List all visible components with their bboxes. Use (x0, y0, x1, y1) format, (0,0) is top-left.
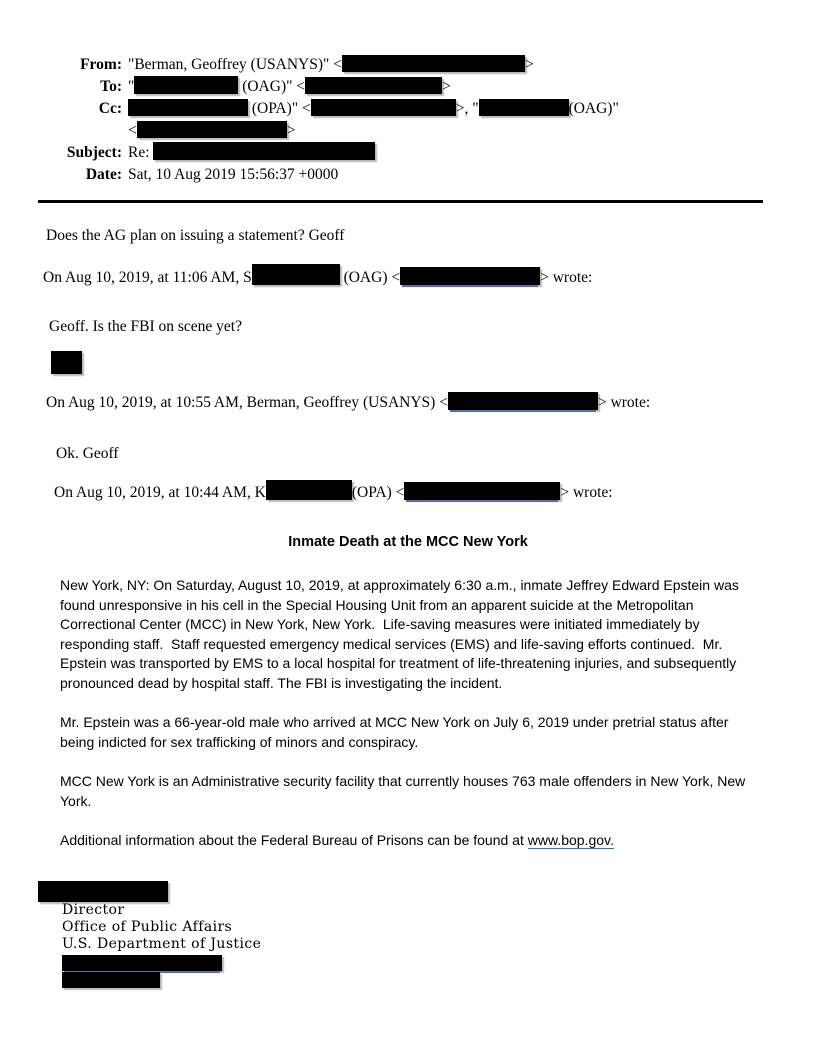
redaction-signature-email (62, 972, 160, 988)
header-row-date (38, 164, 778, 186)
press-release-paragraph-1: New York, NY: On Saturday, August 10, 2019, at approximately 6:30 a.m., inmate Jeffrey Edward Epstein was found unresponsive in his cell in the Special Housing Unit from an apparent suicide at the Metropolitan Correctional Center (MCC) in New York, New York. Life-saving measures were initiated immediately by responding staff. Staff requested emergency medical services (EMS) and life-saving efforts continued. Mr. Epstein was transported by EMS to a local hospital for treatment of life-threatening injuries, and subsequently pronounced dead by hospital staff. The FBI is investigating the incident. (60, 577, 743, 691)
bop-info-text: Additional information about the Federal Bureau of Prisons can be found at (60, 832, 528, 848)
redaction-cc-email-2 (137, 121, 287, 138)
to-value (128, 76, 451, 98)
subject-label: Subject: (66, 144, 122, 161)
press-release-paragraph-2: Mr. Epstein was a 66-year-old male who arrived at MCC New York on July 6, 2019 under pretrial status after being indicted for sex trafficking of minors and conspiracy. (60, 714, 733, 750)
quote1-org-text: (OAG) < (339, 269, 401, 286)
from-value (128, 54, 534, 76)
header-row-cc (38, 98, 778, 142)
press-release-title: Inmate Death at the MCC New York (288, 534, 528, 550)
cc-org-text-2: (OAG)" (568, 100, 619, 117)
redaction-quote1-email (400, 267, 540, 285)
quote-attribution-2 (38, 392, 778, 413)
redaction-quote1-name (252, 264, 340, 285)
email-header (38, 54, 778, 186)
redaction-quote2-email (448, 392, 598, 410)
email-thread (38, 225, 778, 503)
message-text-2: Geoff. Is the FBI on scene yet? (49, 318, 242, 335)
signature-office: Office of Public Affairs (62, 918, 233, 935)
signature-block (38, 881, 778, 988)
redaction-to-name (134, 76, 238, 94)
quote2-pre-text: On Aug 10, 2019, at 10:55 AM, Berman, Geoffrey (USANYS) < (46, 394, 448, 411)
quote2-post-text: > wrote: (597, 394, 651, 411)
redaction-cc-email-1 (311, 99, 456, 116)
redaction-to-email (305, 77, 442, 94)
quote1-pre-text: On Aug 10, 2019, at 11:06 AM, S (43, 269, 252, 286)
signature-department: U.S. Department of Justice (62, 935, 262, 952)
from-label: From: (80, 56, 122, 73)
press-release-paragraph-4 (60, 831, 757, 851)
quote3-post-text: > wrote: (560, 484, 613, 501)
from-close-bracket: > (524, 56, 534, 73)
header-row-from (38, 54, 778, 76)
redaction-signature-name (38, 881, 168, 902)
cc-open-bracket-2: < (128, 122, 137, 139)
to-label: To: (100, 78, 122, 95)
press-release (38, 533, 778, 851)
redaction-subject (153, 142, 375, 160)
subject-re-text: Re: (128, 144, 154, 161)
message-text-3: Ok. Geoff (56, 445, 119, 462)
cc-separator: >, " (455, 100, 479, 117)
header-row-to (38, 76, 778, 98)
redacted-signoff-block (38, 351, 778, 377)
redaction-quote3-name (266, 480, 352, 500)
press-release-paragraph-3: MCC New York is an Administrative security facility that currently houses 763 male offenders in New York, New York. (60, 773, 749, 809)
redaction-quote3-email (404, 482, 560, 500)
bop-gov-link[interactable]: www.bop.gov. (527, 832, 614, 848)
quote-attribution-1 (38, 264, 778, 288)
redaction-signoff (51, 351, 82, 374)
redaction-signature-phone (62, 955, 222, 971)
header-divider (38, 200, 763, 203)
quote1-post-text: > wrote: (540, 269, 593, 286)
quote3-pre-text: On Aug 10, 2019, at 10:44 AM, K (54, 484, 266, 501)
redaction-cc-name-2 (479, 99, 569, 116)
quote3-org-text: (OPA) < (351, 484, 405, 501)
redaction-cc-name-1 (128, 99, 248, 116)
quote-attribution-3 (38, 480, 778, 503)
redaction-from-email (342, 55, 525, 72)
cc-label: Cc: (98, 100, 122, 117)
date-value (128, 164, 338, 186)
to-org-text: (OAG)" < (238, 78, 306, 95)
date-label: Date: (85, 166, 122, 183)
date-text: Sat, 10 Aug 2019 15:56:37 +0000 (128, 166, 339, 183)
to-close-bracket: > (442, 78, 451, 95)
subject-value (128, 142, 375, 164)
signature-role: Director (62, 901, 125, 918)
header-row-subject (38, 142, 778, 164)
from-sender-text: "Berman, Geoffrey (USANYS)" < (128, 56, 342, 73)
to-open-quote: " (128, 78, 135, 95)
cc-value (128, 98, 619, 142)
cc-org-text-1: (OPA)" < (248, 100, 311, 117)
cc-close-bracket-2: > (286, 122, 296, 139)
message-text-1: Does the AG plan on issuing a statement? Geoff (46, 227, 345, 244)
